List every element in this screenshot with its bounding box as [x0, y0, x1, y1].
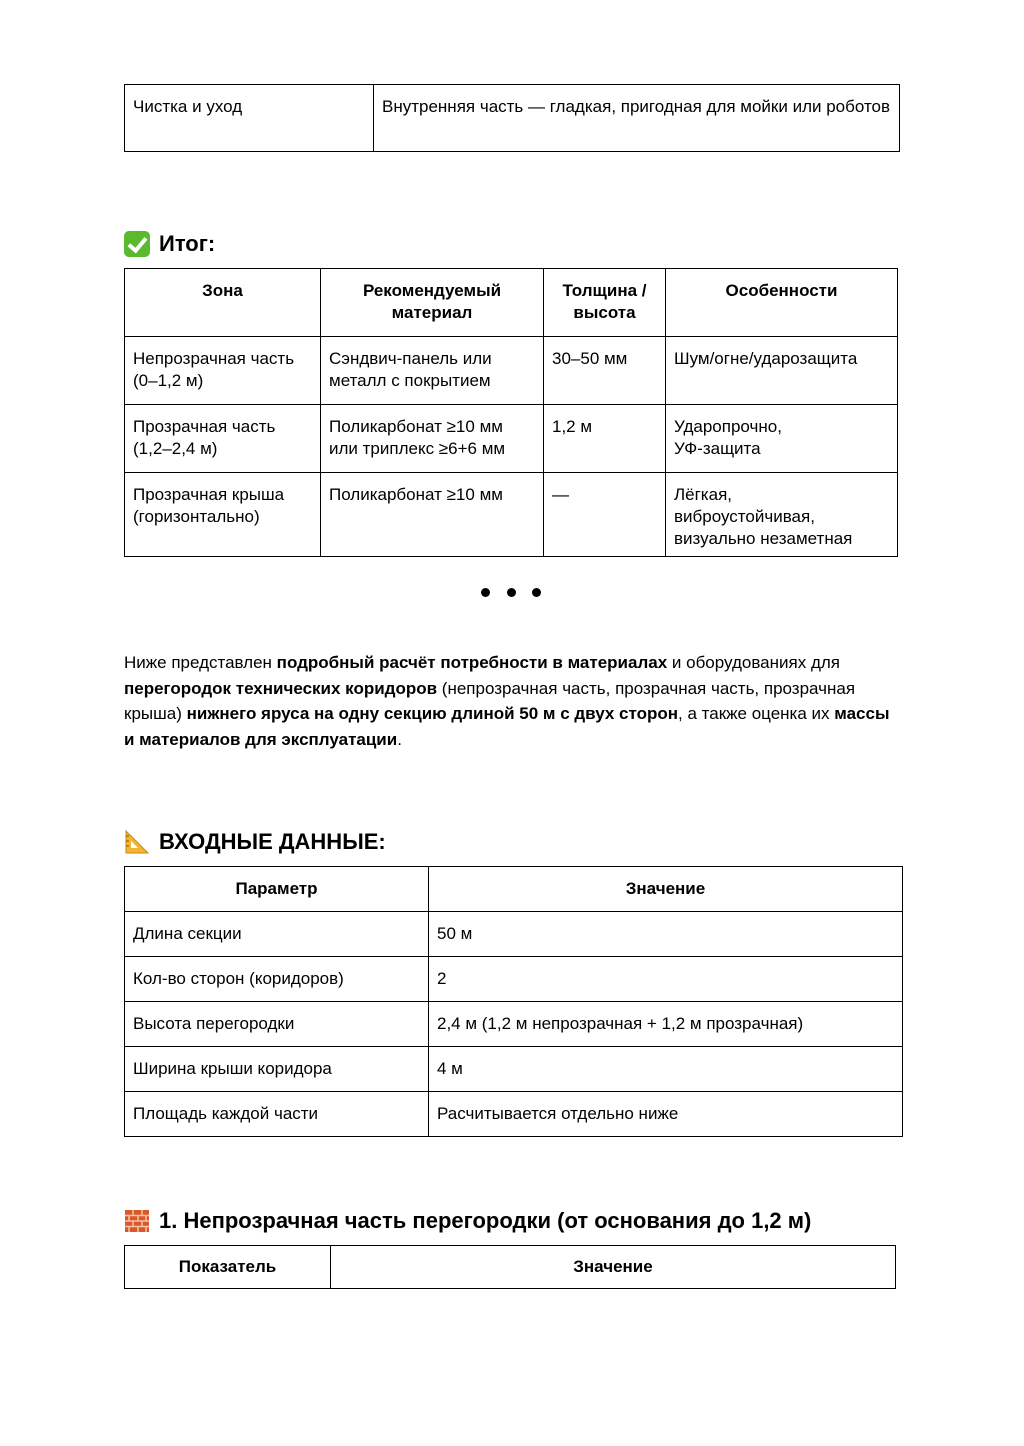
table-header-row: [125, 269, 898, 337]
table-cell: 50 м: [429, 912, 903, 957]
table-cell: 2,4 м (1,2 м непрозрачная + 1,2 м прозрачная): [429, 1002, 903, 1047]
column-header: Параметр: [125, 867, 429, 912]
table-row: [125, 912, 903, 957]
table-cell: Ширина крыши коридора: [125, 1047, 429, 1092]
table-cell: Кол-во сторон (коридоров): [125, 957, 429, 1002]
table-cell: Внутренняя часть — гладкая, пригодная для мойки или роботов: [374, 85, 900, 152]
table-cell: Лёгкая, виброустойчивая, визуально незаметная: [666, 473, 898, 557]
input-data-title: ВХОДНЫЕ ДАННЫЕ:: [159, 829, 386, 854]
table-cell: Шум/огне/ударозащита: [666, 337, 898, 405]
divider-dot: [532, 588, 541, 597]
text-run: Ниже представлен: [124, 653, 277, 672]
table-row: [125, 85, 900, 152]
summary-title: Итог:: [159, 231, 216, 256]
bold-text-run: нижнего яруса на одну секцию длиной 50 м с двух сторон: [186, 704, 679, 723]
text-run: и оборудованиях для: [667, 653, 840, 672]
table-cell: Поликарбонат ≥10 мм: [321, 473, 544, 557]
table-row: [125, 1002, 903, 1047]
section1-table: [124, 1245, 896, 1289]
table-cell: Прозрачная часть (1,2–2,4 м): [125, 405, 321, 473]
column-header: Зона: [125, 269, 321, 337]
table-cell: Чистка и уход: [125, 85, 374, 152]
table-row: [125, 957, 903, 1002]
summary-heading: [124, 230, 215, 258]
triangular-ruler-icon: [124, 829, 150, 855]
brick-icon: [124, 1208, 150, 1234]
table-row: [125, 473, 898, 557]
table-header-row: [125, 1246, 896, 1289]
text-run: (непрозрачная часть, прозрачная часть, прозрачная крыша): [124, 678, 856, 723]
column-header: Значение: [331, 1246, 896, 1289]
table-cell: 2: [429, 957, 903, 1002]
input-data-table: [124, 866, 903, 1137]
bold-text-run: перегородок технических коридоров: [124, 678, 438, 698]
intro-paragraph: [124, 650, 904, 752]
column-header: Показатель: [125, 1246, 331, 1289]
table-cell: 1,2 м: [544, 405, 666, 473]
table-cell: Прозрачная крыша (горизонтально): [125, 473, 321, 557]
care-table: [124, 84, 900, 152]
column-header: Особенности: [666, 269, 898, 337]
table-cell: Расчитывается отдельно ниже: [429, 1092, 903, 1137]
table-header-row: [125, 867, 903, 912]
divider-dot: [507, 588, 516, 597]
table-cell: 4 м: [429, 1047, 903, 1092]
summary-table: [124, 268, 898, 557]
bold-text-run: подробный расчёт потребности в материалах: [276, 653, 668, 672]
table-row: [125, 1047, 903, 1092]
text-run: , а также оценка их: [678, 704, 835, 723]
table-cell: 30–50 мм: [544, 337, 666, 405]
bold-text-run: массы и материалов для эксплуатации: [124, 704, 890, 749]
section1-title: 1. Непрозрачная часть перегородки (от основания до 1,2 м): [159, 1208, 812, 1233]
table-cell: Сэндвич-панель или металл с покрытием: [321, 337, 544, 405]
table-cell: Высота перегородки: [125, 1002, 429, 1047]
table-cell: Ударопрочно, УФ-защита: [666, 405, 898, 473]
column-header: Значение: [429, 867, 903, 912]
text-run: .: [397, 729, 402, 749]
table-cell: Поликарбонат ≥10 мм или триплекс ≥6+6 мм: [321, 405, 544, 473]
section1-heading: [124, 1207, 811, 1235]
table-row: [125, 405, 898, 473]
table-cell: Площадь каждой части: [125, 1092, 429, 1137]
column-header: Толщина / высота: [544, 269, 666, 337]
table-cell: —: [544, 473, 666, 557]
check-mark-icon: [124, 231, 150, 257]
column-header: Рекомендуемый материал: [321, 269, 544, 337]
table-cell: Непрозрачная часть (0–1,2 м): [125, 337, 321, 405]
table-row: [125, 1092, 903, 1137]
section-divider: [481, 586, 541, 598]
table-cell: Длина секции: [125, 912, 429, 957]
input-data-heading: [124, 828, 386, 856]
table-row: [125, 337, 898, 405]
divider-dot: [481, 588, 490, 597]
